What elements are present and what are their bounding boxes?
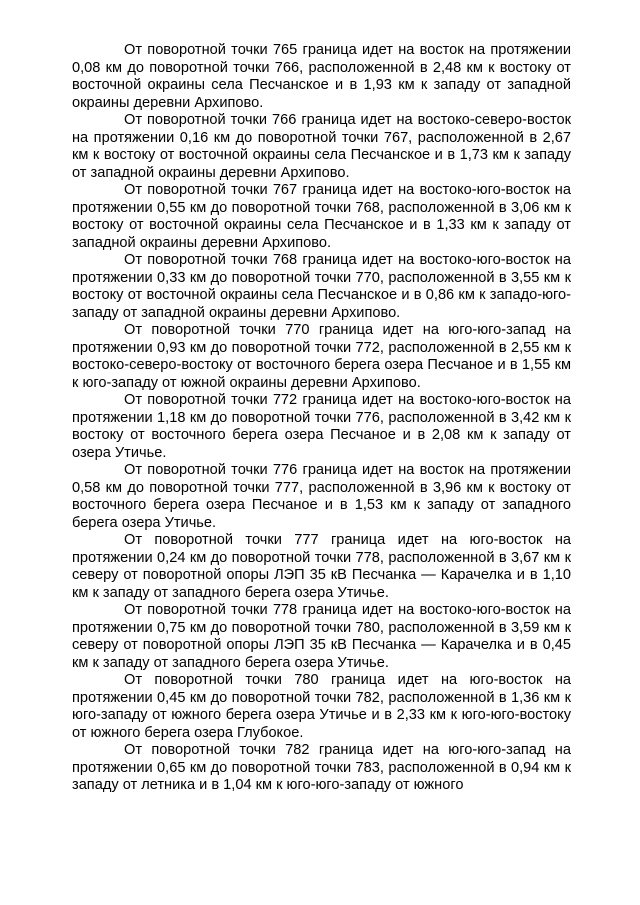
paragraph-point-776: От поворотной точки 776 граница идет на восток на протяжении 0,58 км до поворотной точки 777, расположенной в 3,96 км к востоку от восточного берега озера Песчаное и в 1,53 км к западу от западного берега озера Утичье. xyxy=(72,462,571,531)
document-page xyxy=(72,42,571,795)
paragraph-point-768: От поворотной точки 768 граница идет на востоко-юго-восток на протяжении 0,33 км до поворотной точки 770, расположенной в 3,55 км к востоку от восточной окраины села Песчанское и в 0,86 км к западо-юго-западу от западной окраины деревни Архипово. xyxy=(72,252,571,321)
paragraph-point-765: От поворотной точки 765 граница идет на восток на протяжении 0,08 км до поворотной точки 766, расположенной в 2,48 км к востоку от восточной окраины села Песчанское и в 1,93 км к западу от западной окраины деревни Архипово. xyxy=(72,42,571,111)
paragraph-point-780: От поворотной точки 780 граница идет на юго-восток на протяжении 0,45 км до поворотной точки 782, расположенной в 1,36 км к юго-западу от южного берега озера Утичье и в 2,33 км к юго-юго-востоку от южного берега озера Глубокое. xyxy=(72,672,571,741)
paragraph-point-782: От поворотной точки 782 граница идет на юго-юго-запад на протяжении 0,65 км до поворотной точки 783, расположенной в 0,94 км к западу от летника и в 1,04 км к юго-юго-западу от южного xyxy=(72,742,571,793)
paragraph-point-770: От поворотной точки 770 граница идет на юго-юго-запад на протяжении 0,93 км до поворотной точки 772, расположенной в 2,55 км к востоко-северо-востоку от восточного берега озера Песчаное и в 1,55 км к юго-западу от южной окраины деревни Архипово. xyxy=(72,322,571,391)
paragraph-point-766: От поворотной точки 766 граница идет на востоко-северо-восток на протяжении 0,16 км до поворотной точки 767, расположенной в 2,67 км к востоку от восточной окраины села Песчанское и в 1,73 км к западу от западной окраины деревни Архипово. xyxy=(72,112,571,181)
paragraph-point-777: От поворотной точки 777 граница идет на юго-восток на протяжении 0,24 км до поворотной точки 778, расположенной в 3,67 км к северу от поворотной опоры ЛЭП 35 кВ Песчанка — Карачелка и в 1,10 км к западу от западного берега озера Утичье. xyxy=(72,532,571,601)
paragraph-point-778: От поворотной точки 778 граница идет на востоко-юго-восток на протяжении 0,75 км до поворотной точки 780, расположенной в 3,59 км к северу от поворотной опоры ЛЭП 35 кВ Песчанка — Карачелка и в 0,45 км к западу от западного берега озера Утичье. xyxy=(72,602,571,671)
paragraph-point-772: От поворотной точки 772 граница идет на востоко-юго-восток на протяжении 1,18 км до поворотной точки 776, расположенной в 3,42 км к востоку от восточного берега озера Песчаное и в 2,08 км к западу от озера Утичье. xyxy=(72,392,571,461)
paragraph-point-767: От поворотной точки 767 граница идет на востоко-юго-восток на протяжении 0,55 км до поворотной точки 768, расположенной в 3,06 км к востоку от восточной окраины села Песчанское и в 1,33 км к западу от западной окраины деревни Архипово. xyxy=(72,182,571,251)
